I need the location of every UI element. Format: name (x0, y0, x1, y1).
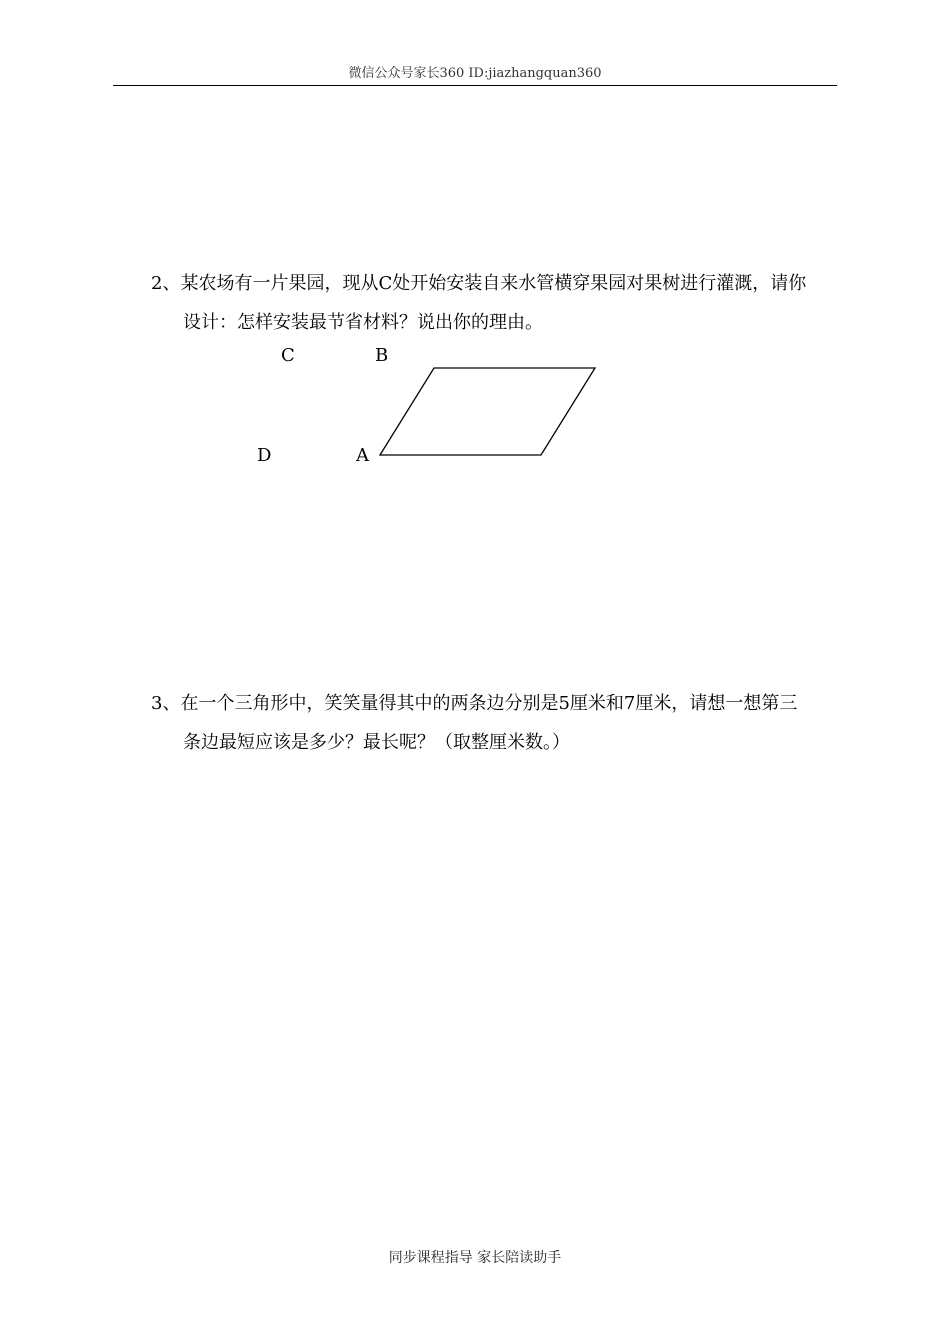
page-footer: 同步课程指导 家长陪读助手 (388, 1250, 562, 1266)
point-label-b: B (375, 345, 389, 366)
question-2-line-2: 设计：怎样安装最节省材料？说出你的理由。 (183, 312, 543, 333)
page-header: 微信公众号家长360 ID:jiazhangquan360 (348, 66, 602, 81)
point-label-c: C (281, 345, 295, 366)
point-label-d: D (257, 445, 272, 466)
question-3-line-1: 3、在一个三角形中，笑笑量得其中的两条边分别是5厘米和7厘米，请想一想第三 (151, 693, 798, 714)
parallelogram-shape (380, 368, 595, 455)
point-label-a: A (356, 445, 369, 466)
question-2-line-1: 2、某农场有一片果园，现从C处开始安装自来水管横穿果园对果树进行灌溉，请你 (151, 273, 807, 294)
orchard-parallelogram (370, 360, 610, 464)
header-rule (113, 85, 837, 86)
question-3-line-2: 条边最短应该是多少？最长呢？（取整厘米数。） (183, 732, 570, 753)
